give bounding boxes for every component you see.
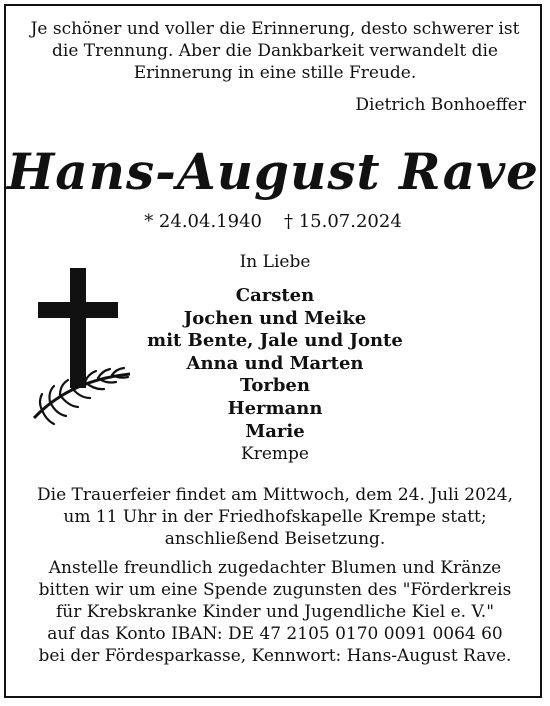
mourner-name: Anna und Marten bbox=[186, 352, 364, 374]
birth-date: * 24.04.1940 bbox=[144, 211, 262, 232]
donation-line: bei der Fördesparkasse, Kennwort: Hans-August Rave. bbox=[38, 646, 512, 666]
death-date: † 15.07.2024 bbox=[284, 211, 402, 232]
funeral-line: Die Trauerfeier findet am Mittwoch, dem 24. Juli 2024, bbox=[37, 485, 513, 505]
mourner-name: Carsten bbox=[235, 285, 315, 306]
mourners-intro: In Liebe bbox=[239, 252, 311, 272]
quote-author: Dietrich Bonhoeffer bbox=[355, 95, 526, 115]
donation-request bbox=[6, 557, 542, 667]
quote-line: die Trennung. Aber die Dankbarkeit verwandelt die bbox=[52, 41, 498, 61]
mourner-name: Marie bbox=[245, 420, 305, 442]
life-dates bbox=[6, 210, 540, 234]
mourner-name: Hermann bbox=[227, 397, 323, 419]
mourner-name: Jochen und Meike bbox=[183, 307, 367, 329]
quote-line: Erinnerung in eine stille Freude. bbox=[133, 63, 417, 83]
mourner-name: Torben bbox=[240, 375, 310, 397]
donation-line: auf das Konto IBAN: DE 47 2105 0170 0091 0064 60 bbox=[47, 624, 503, 644]
funeral-line: um 11 Uhr in der Friedhofskapelle Krempe statt; bbox=[63, 507, 487, 527]
funeral-line: anschließend Beisetzung. bbox=[164, 529, 386, 549]
donation-line: für Krebskranke Kinder und Jugendliche Kiel e. V." bbox=[55, 602, 495, 622]
quote bbox=[26, 18, 524, 84]
quote-line: Je schöner und voller die Erinnerung, desto schwerer ist bbox=[30, 19, 520, 39]
donation-line: Anstelle freundlich zugedachter Blumen und Kränze bbox=[48, 558, 502, 578]
funeral-details bbox=[6, 484, 542, 550]
deceased-name: Hans-August Rave bbox=[7, 142, 539, 201]
obituary-notice bbox=[4, 4, 542, 698]
mourners-list bbox=[6, 285, 542, 443]
donation-line: bitten wir um eine Spende zugunsten des "Förderkreis bbox=[38, 580, 512, 600]
mourner-name: mit Bente, Jale und Jonte bbox=[147, 330, 403, 352]
mourners-place: Krempe bbox=[241, 444, 309, 464]
